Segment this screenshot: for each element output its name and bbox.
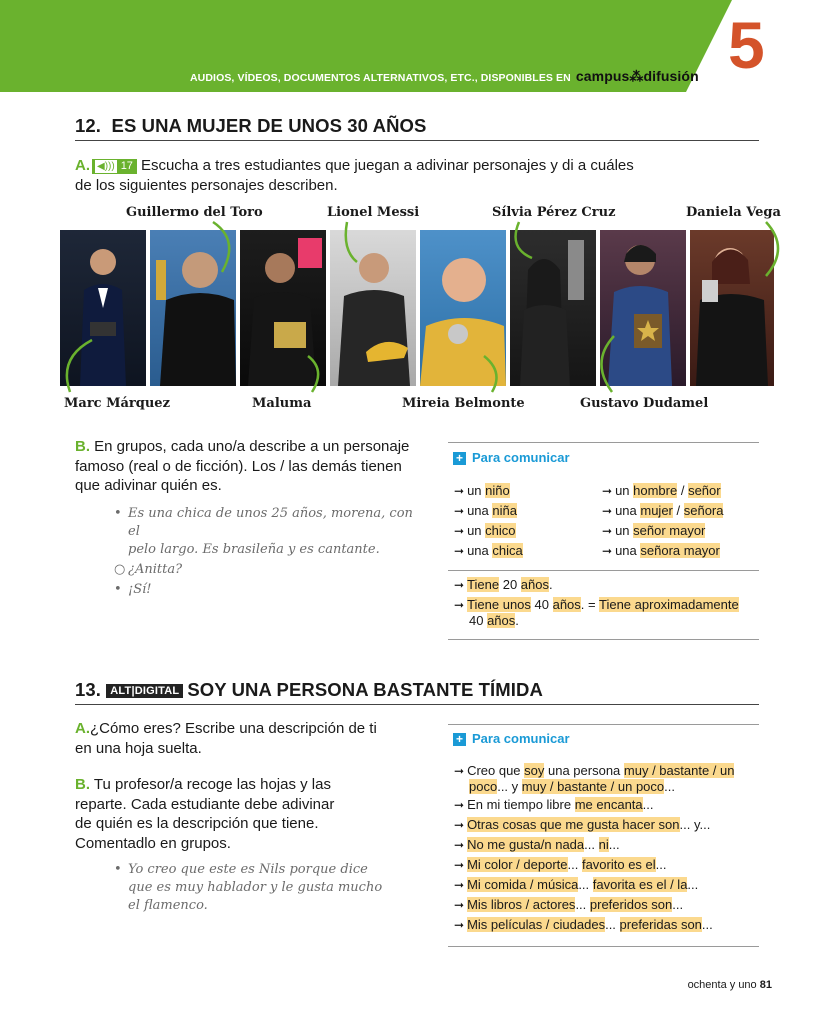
comm-text: ... bbox=[642, 797, 654, 812]
exercise-text: de quién es la descripción que tiene. bbox=[75, 815, 319, 832]
comm-highlight: Otras cosas que me gusta hacer son bbox=[467, 817, 680, 832]
comm-text: ... bbox=[655, 857, 667, 872]
arrow-icon: ➞ bbox=[454, 838, 465, 852]
comm-text: un bbox=[467, 523, 486, 538]
banner-label: AUDIOS, VÍDEOS, DOCUMENTOS ALTERNATIVOS, ETC., DISPONIBLES EN bbox=[190, 72, 571, 84]
name-label: Guillermo del Toro bbox=[126, 205, 263, 220]
comm-text: . = bbox=[580, 597, 599, 612]
comm-item bbox=[454, 835, 734, 855]
comm-text: una persona bbox=[544, 763, 624, 778]
exercise-letter: A. bbox=[75, 157, 90, 174]
page-number: 81 bbox=[759, 979, 772, 991]
comm-item bbox=[602, 481, 723, 501]
arrow-icon: ➞ bbox=[602, 504, 613, 518]
dialogue-text: ¡Sí! bbox=[128, 582, 152, 597]
comm-highlight: niña bbox=[492, 503, 517, 518]
comm-item bbox=[454, 795, 734, 815]
arrow-maluma bbox=[308, 356, 318, 392]
section-13-title bbox=[75, 679, 543, 701]
comm-text: . bbox=[515, 613, 519, 628]
comm-highlight: chico bbox=[485, 523, 516, 538]
comm-text: un bbox=[615, 483, 634, 498]
bullet-dot: • bbox=[114, 582, 122, 597]
arrow-del-toro bbox=[213, 222, 229, 272]
comm-text: ... y bbox=[497, 779, 522, 794]
arrow-icon: ➞ bbox=[454, 818, 465, 832]
comm-text: 40 bbox=[530, 597, 553, 612]
comm-list-left bbox=[454, 481, 523, 561]
dialogue-text: el flamenco. bbox=[128, 898, 208, 913]
arrow-icon: ➞ bbox=[454, 578, 465, 592]
exercise-12b bbox=[75, 437, 435, 496]
comm-text: 20 bbox=[499, 577, 521, 592]
comm-highlight: Mi comida / música bbox=[467, 877, 579, 892]
dialogue-text: Es una chica de unos 25 años, morena, con el bbox=[128, 506, 413, 539]
exercise-text: Comentadlo en grupos. bbox=[75, 834, 231, 852]
arrow-icon: ➞ bbox=[454, 504, 465, 518]
comm-item bbox=[454, 855, 734, 875]
exercise-13a bbox=[75, 719, 435, 758]
comm-text: ... bbox=[584, 837, 599, 852]
exercise-text: En grupos, cada uno/a describe a un personaje bbox=[94, 438, 410, 455]
bullet-dot: • bbox=[114, 506, 122, 521]
exercise-13b bbox=[75, 775, 435, 853]
plus-icon: + bbox=[453, 452, 466, 465]
comm-highlight: Mis libros / actores bbox=[467, 897, 576, 912]
dialogue-line bbox=[114, 505, 428, 559]
exercise-text: ¿Cómo eres? Escribe una descripción de ti bbox=[90, 720, 377, 737]
para-comunicar-title bbox=[453, 450, 570, 465]
arrow-icon: ➞ bbox=[454, 858, 465, 872]
exercise-text: en una hoja suelta. bbox=[75, 739, 202, 757]
comm-highlight: señor mayor bbox=[633, 523, 706, 538]
comm-item bbox=[454, 541, 523, 561]
comm-highlight: muy / bastante / un bbox=[623, 763, 735, 778]
exercise-letter: B. bbox=[75, 776, 90, 793]
comm-item bbox=[602, 501, 723, 521]
name-label: Sílvia Pérez Cruz bbox=[492, 205, 616, 220]
para-comunicar-title bbox=[453, 731, 570, 746]
section-title-text: ES UNA MUJER DE UNOS 30 AÑOS bbox=[111, 115, 427, 136]
dialogue-text: que es muy hablador y le gusta mucho bbox=[128, 880, 383, 895]
comm-item bbox=[454, 763, 734, 779]
section-title-text: SOY UNA PERSONA BASTANTE TÍMIDA bbox=[187, 679, 543, 700]
arrow-icon: ➞ bbox=[454, 898, 465, 912]
comm-item bbox=[454, 521, 523, 541]
comm-item bbox=[454, 501, 523, 521]
audio-track-number: 17 bbox=[120, 160, 133, 172]
comm-text: Creo que bbox=[467, 763, 525, 778]
arrow-icon: ➞ bbox=[454, 598, 465, 612]
comm-highlight: soy bbox=[524, 763, 545, 778]
comm-text: ... bbox=[605, 917, 620, 932]
comm-highlight: Tiene unos bbox=[467, 597, 531, 612]
name-label: Mireia Belmonte bbox=[402, 396, 525, 411]
comm-item-continued bbox=[454, 779, 734, 795]
callout-arrows bbox=[0, 0, 836, 420]
comm-item bbox=[454, 895, 734, 915]
comm-highlight: señora mayor bbox=[640, 543, 720, 558]
comm-highlight: señora bbox=[683, 503, 724, 518]
comm-highlight: Tiene aproximadamente bbox=[599, 597, 739, 612]
comm-text: ... bbox=[664, 779, 675, 794]
comm-text: un bbox=[467, 483, 486, 498]
age-expressions bbox=[454, 575, 739, 629]
exercise-text: Tu profesor/a recoge las hojas y las bbox=[93, 776, 331, 793]
comm-text: ... bbox=[672, 897, 684, 912]
comm-text: ... bbox=[575, 897, 590, 912]
example-dialogue-13 bbox=[114, 861, 428, 915]
arrow-icon: ➞ bbox=[454, 544, 465, 558]
comm-highlight: preferidas son bbox=[619, 917, 702, 932]
arrow-icon: ➞ bbox=[454, 484, 465, 498]
arrow-perez-cruz bbox=[516, 222, 532, 258]
comm-text: En mi tiempo libre bbox=[467, 797, 575, 812]
arrow-icon: ➞ bbox=[454, 878, 465, 892]
dialogue-line bbox=[114, 581, 428, 599]
arrow-vega bbox=[766, 222, 778, 276]
campus-difusion-logo[interactable]: campus⁂difusión bbox=[575, 68, 699, 84]
name-label: Daniela Vega bbox=[686, 205, 781, 220]
page-number-words: ochenta y uno bbox=[687, 979, 757, 991]
arrow-icon: ➞ bbox=[602, 524, 613, 538]
arrow-dudamel bbox=[601, 336, 614, 392]
comm-highlight: años bbox=[487, 613, 516, 628]
comm-highlight: poco bbox=[469, 779, 498, 794]
comm-item bbox=[602, 541, 723, 561]
comm-text: ... bbox=[687, 877, 699, 892]
comm-highlight: me encanta bbox=[574, 797, 643, 812]
section-rule bbox=[75, 704, 759, 705]
exercise-text: que adivinar quién es. bbox=[75, 477, 222, 494]
comm-text: una bbox=[615, 543, 641, 558]
comm-item bbox=[454, 915, 734, 935]
comm-text: / bbox=[672, 503, 684, 518]
box-title-text: Para comunicar bbox=[472, 731, 570, 746]
exercise-text: Escucha a tres estudiantes que juegan a adivinar personajes y di a cuáles bbox=[140, 157, 634, 174]
box-rule bbox=[448, 946, 759, 947]
comm-text: / bbox=[677, 483, 689, 498]
comm-highlight: Mi color / deporte bbox=[467, 857, 568, 872]
comm-highlight: No me gusta/n nada bbox=[467, 837, 585, 852]
alt-digital-badge[interactable]: ALT|DIGITAL bbox=[106, 684, 183, 698]
arrow-messi bbox=[346, 222, 357, 262]
comm-highlight: favorito es el bbox=[581, 857, 656, 872]
comm-text: un bbox=[615, 523, 634, 538]
example-dialogue-12 bbox=[114, 505, 428, 599]
comm-highlight: años bbox=[552, 597, 581, 612]
comm-item bbox=[602, 521, 723, 541]
comm-highlight: favorita es el / la bbox=[592, 877, 688, 892]
section-number: 12. bbox=[75, 115, 102, 136]
name-label: Lionel Messi bbox=[327, 205, 420, 220]
comm-item bbox=[454, 815, 734, 835]
speaker-icon: ◀))) bbox=[97, 161, 115, 172]
comm-highlight: preferidos son bbox=[589, 897, 673, 912]
exercise-letter: B. bbox=[75, 438, 90, 455]
bullet-circle: ○ bbox=[114, 562, 126, 577]
comm-list-13 bbox=[454, 763, 734, 935]
comm-text: . bbox=[549, 577, 553, 592]
comm-text: una bbox=[467, 503, 493, 518]
dialogue-text: pelo largo. Es brasileña y es cantante. bbox=[128, 542, 380, 557]
arrow-icon: ➞ bbox=[454, 798, 465, 812]
comm-item-continued bbox=[454, 613, 739, 629]
comm-text: una bbox=[615, 503, 641, 518]
dialogue-line bbox=[114, 861, 428, 915]
box-rule bbox=[448, 442, 759, 443]
comm-text: ... bbox=[608, 837, 620, 852]
comm-highlight: mujer bbox=[640, 503, 673, 518]
arrow-icon: ➞ bbox=[602, 484, 613, 498]
exercise-text: de los siguientes personajes describen. bbox=[75, 176, 338, 194]
dialogue-text: Yo creo que este es Nils porque dice bbox=[128, 862, 368, 877]
arrow-icon: ➞ bbox=[454, 524, 465, 538]
comm-item bbox=[454, 875, 734, 895]
comm-text: una bbox=[467, 543, 493, 558]
dialogue-line bbox=[114, 561, 428, 579]
box-rule bbox=[448, 724, 759, 725]
comm-text: ... bbox=[578, 877, 593, 892]
box-rule bbox=[448, 639, 759, 640]
comm-highlight: ni bbox=[598, 837, 609, 852]
name-label: Maluma bbox=[252, 396, 312, 411]
arrow-icon: ➞ bbox=[454, 918, 465, 932]
exercise-text: reparte. Cada estudiante debe adivinar bbox=[75, 795, 335, 813]
comm-item bbox=[454, 597, 739, 613]
comm-highlight: hombre bbox=[633, 483, 678, 498]
comm-text: ... y... bbox=[679, 817, 711, 832]
section-number: 13. bbox=[75, 679, 102, 700]
box-title-text: Para comunicar bbox=[472, 450, 570, 465]
box-rule bbox=[448, 570, 759, 571]
name-label: Marc Márquez bbox=[64, 396, 170, 411]
comm-item bbox=[454, 481, 523, 501]
comm-item bbox=[454, 575, 739, 595]
arrow-belmonte bbox=[484, 356, 497, 392]
comm-highlight: muy / bastante / un poco bbox=[521, 779, 665, 794]
unit-number: 5 bbox=[728, 8, 765, 82]
bullet-dot: • bbox=[114, 862, 122, 877]
comm-text: ... bbox=[701, 917, 713, 932]
arrow-icon: ➞ bbox=[602, 544, 613, 558]
comm-list-right bbox=[602, 481, 723, 561]
page-footer bbox=[688, 979, 772, 991]
comm-highlight: Tiene bbox=[467, 577, 500, 592]
comm-text: 40 bbox=[469, 613, 488, 628]
dialogue-text: ¿Anitta? bbox=[128, 562, 183, 577]
comm-highlight: señor bbox=[688, 483, 721, 498]
name-label: Gustavo Dudamel bbox=[580, 396, 709, 411]
arrow-marquez bbox=[67, 340, 92, 392]
exercise-letter: A. bbox=[75, 720, 90, 737]
comm-highlight: años bbox=[520, 577, 549, 592]
comm-highlight: niño bbox=[485, 483, 510, 498]
comm-text: ... bbox=[567, 857, 582, 872]
plus-icon: + bbox=[453, 733, 466, 746]
comm-highlight: chica bbox=[492, 543, 523, 558]
comm-highlight: Mis películas / ciudades bbox=[467, 917, 606, 932]
exercise-text: famoso (real o de ficción). Los / las demás tienen bbox=[75, 457, 402, 475]
arrow-icon: ➞ bbox=[454, 764, 465, 778]
